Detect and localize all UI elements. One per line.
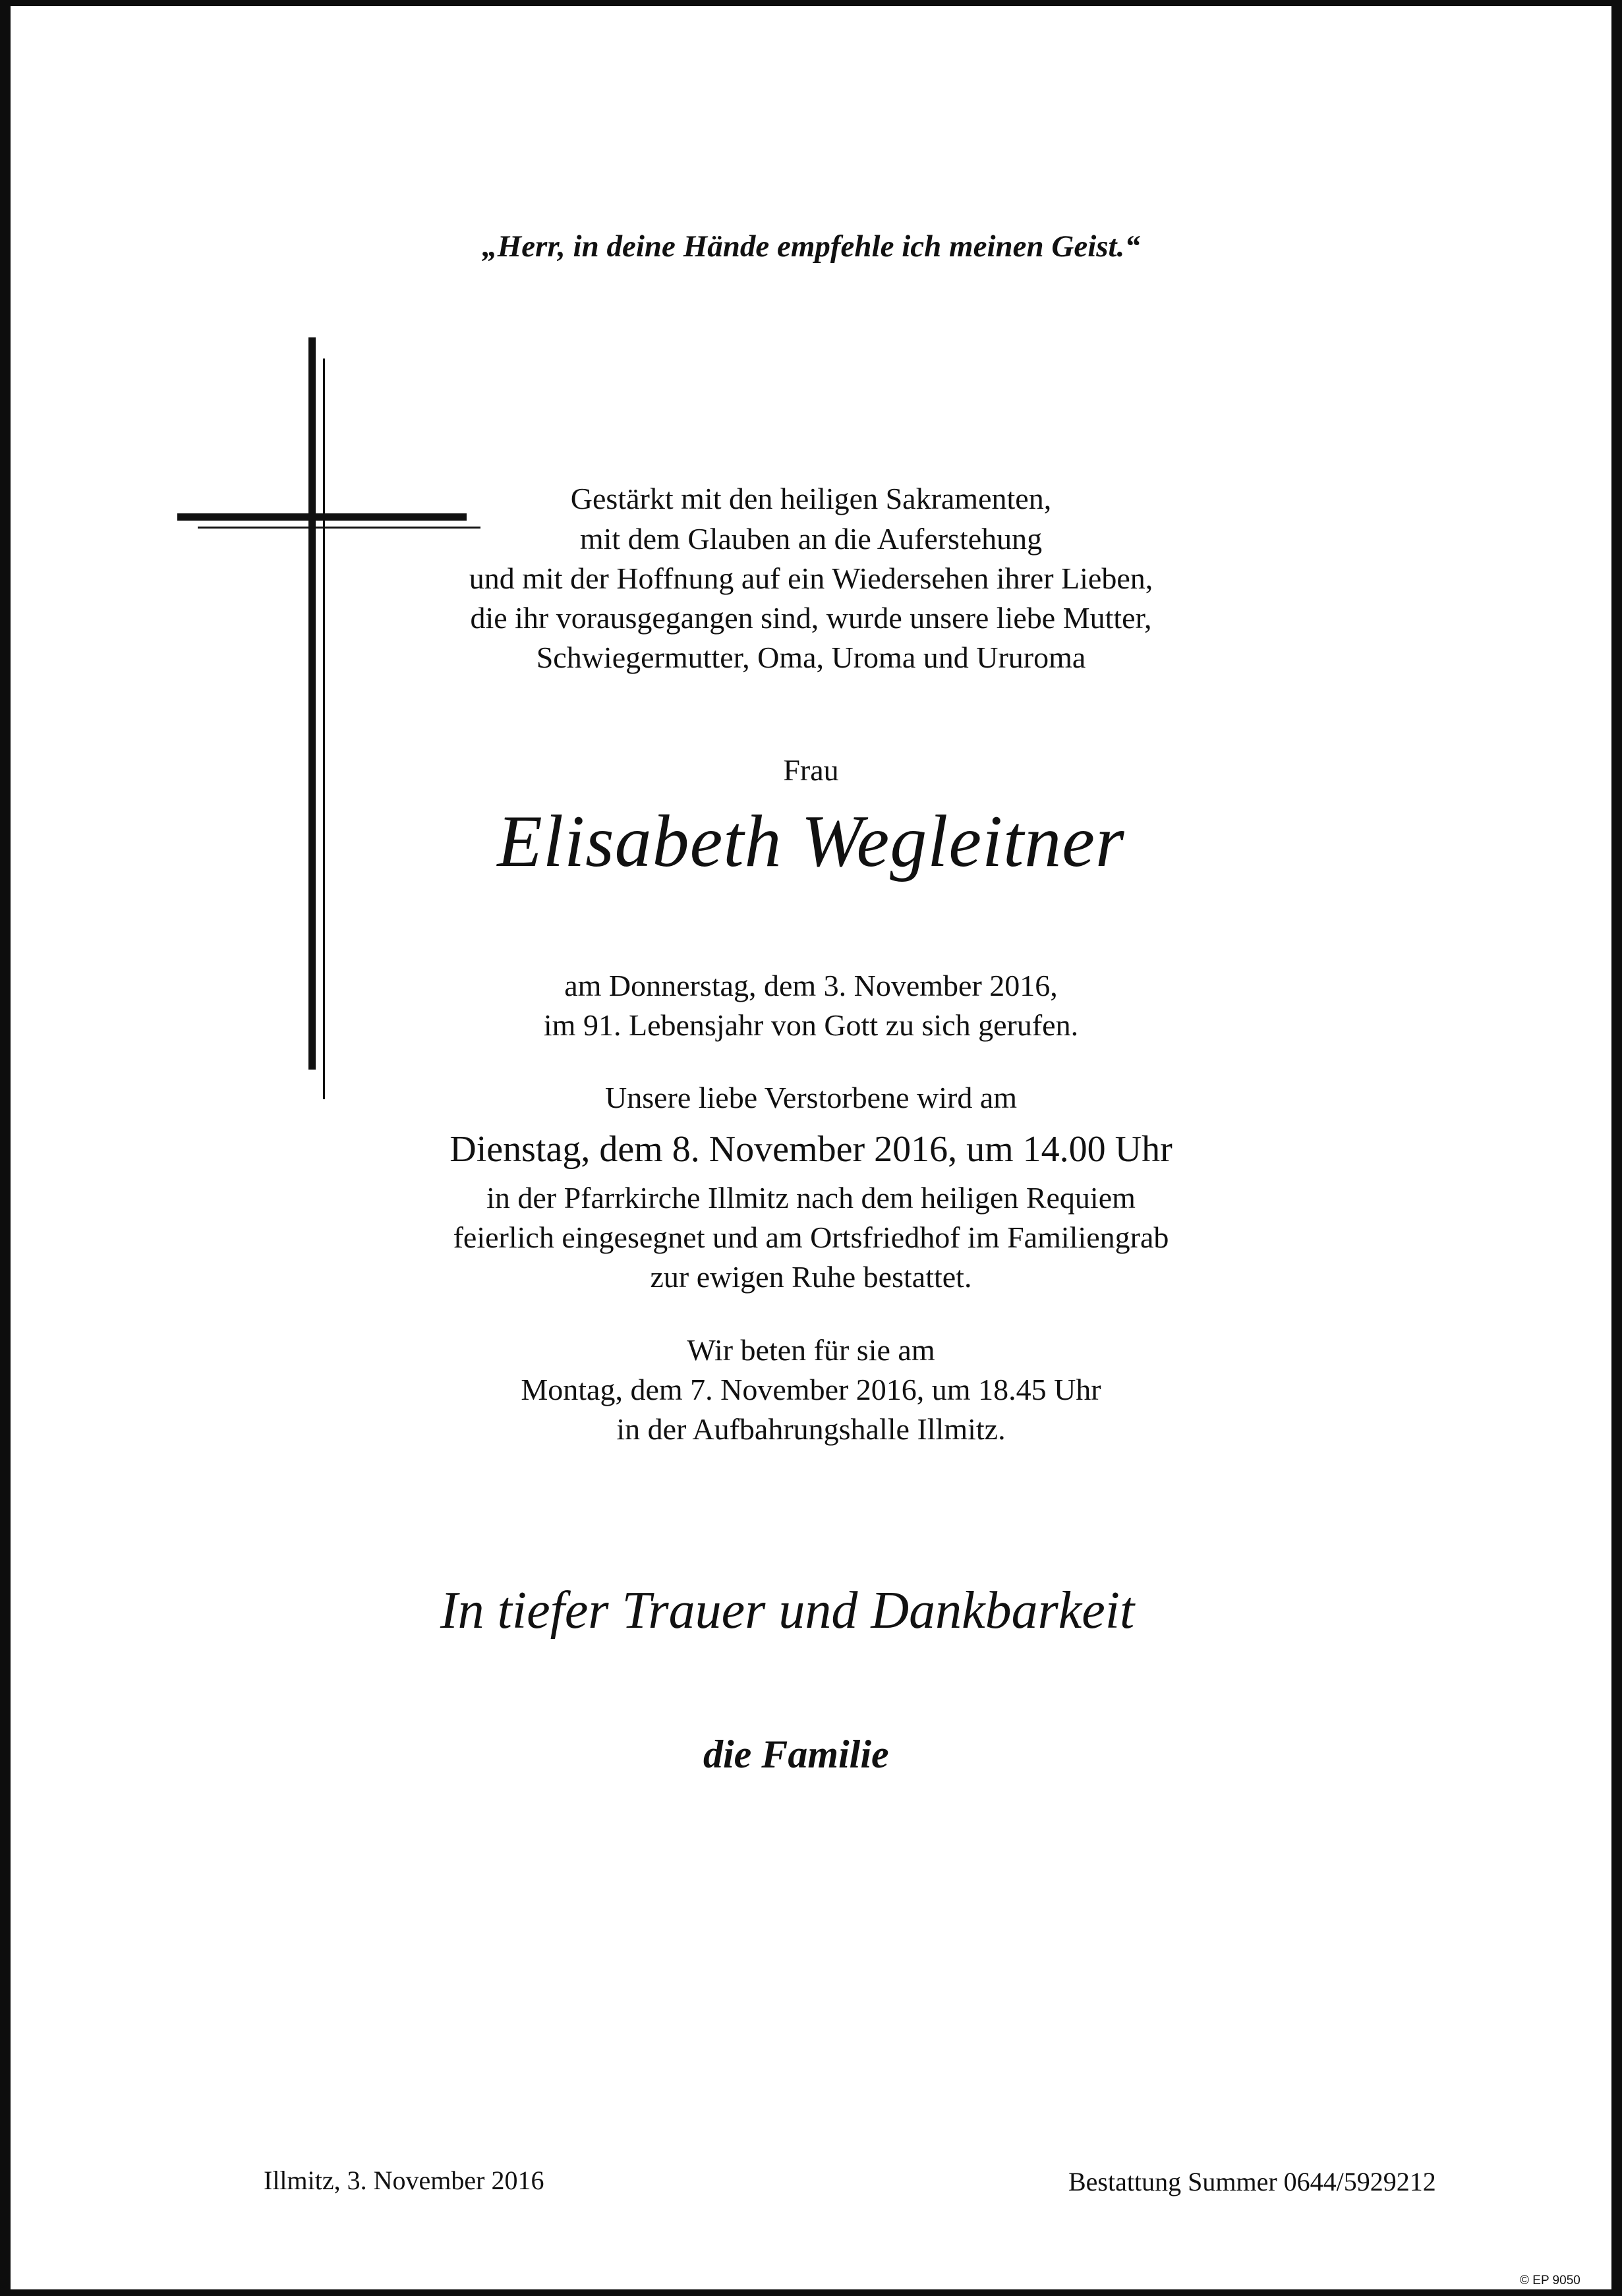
copyright-mark: © EP 9050 (1520, 2274, 1580, 2287)
intro-line: die ihr vorausgegangen sind, wurde unsere liebe Mutter, (470, 601, 1152, 635)
burial-intro: Unsere liebe Verstorbene wird am (604, 1081, 1018, 1114)
place-date: Illmitz, 3. November 2016 (264, 2166, 544, 2195)
death-line: im 91. Lebensjahr von Gott zu sich gerufen. (543, 1008, 1079, 1042)
salutation: Frau (783, 753, 839, 787)
burial-line: zur ewigen Ruhe bestattet. (650, 1260, 972, 1294)
prayer-line: Montag, dem 7. November 2016, um 18.45 Uhr (521, 1373, 1101, 1406)
intro-line: und mit der Hoffnung auf ein Wiedersehen ihrer Lieben, (469, 561, 1153, 595)
opening-quote: „Herr, in deine Hände empfehle ich meinen Geist.“ (482, 229, 1140, 264)
deceased-name: Elisabeth Wegleitner (497, 801, 1125, 882)
intro-line: Schwiegermutter, Oma, Uroma und Ururoma (536, 641, 1086, 674)
burial-line: feierlich eingesegnet und am Ortsfriedhof im Familiengrab (453, 1220, 1169, 1254)
closing-phrase: In tiefer Trauer und Dankbarkeit (440, 1582, 1135, 1640)
intro-line: mit dem Glauben an die Auferstehung (579, 522, 1043, 556)
burial-date: Dienstag, dem 8. November 2016, um 14.00 Uhr (449, 1129, 1173, 1170)
death-line: am Donnerstag, dem 3. November 2016, (564, 969, 1058, 1002)
burial-line: in der Pfarrkirche Illmitz nach dem heiligen Requiem (486, 1181, 1136, 1215)
intro-line: Gestärkt mit den heiligen Sakramenten, (570, 482, 1052, 515)
prayer-line: in der Aufbahrungshalle Illmitz. (616, 1412, 1006, 1446)
undertaker-contact: Bestattung Summer 0644/5929212 (1068, 2167, 1436, 2196)
prayer-line: Wir beten für sie am (687, 1333, 935, 1367)
signature: die Familie (703, 1733, 889, 1776)
